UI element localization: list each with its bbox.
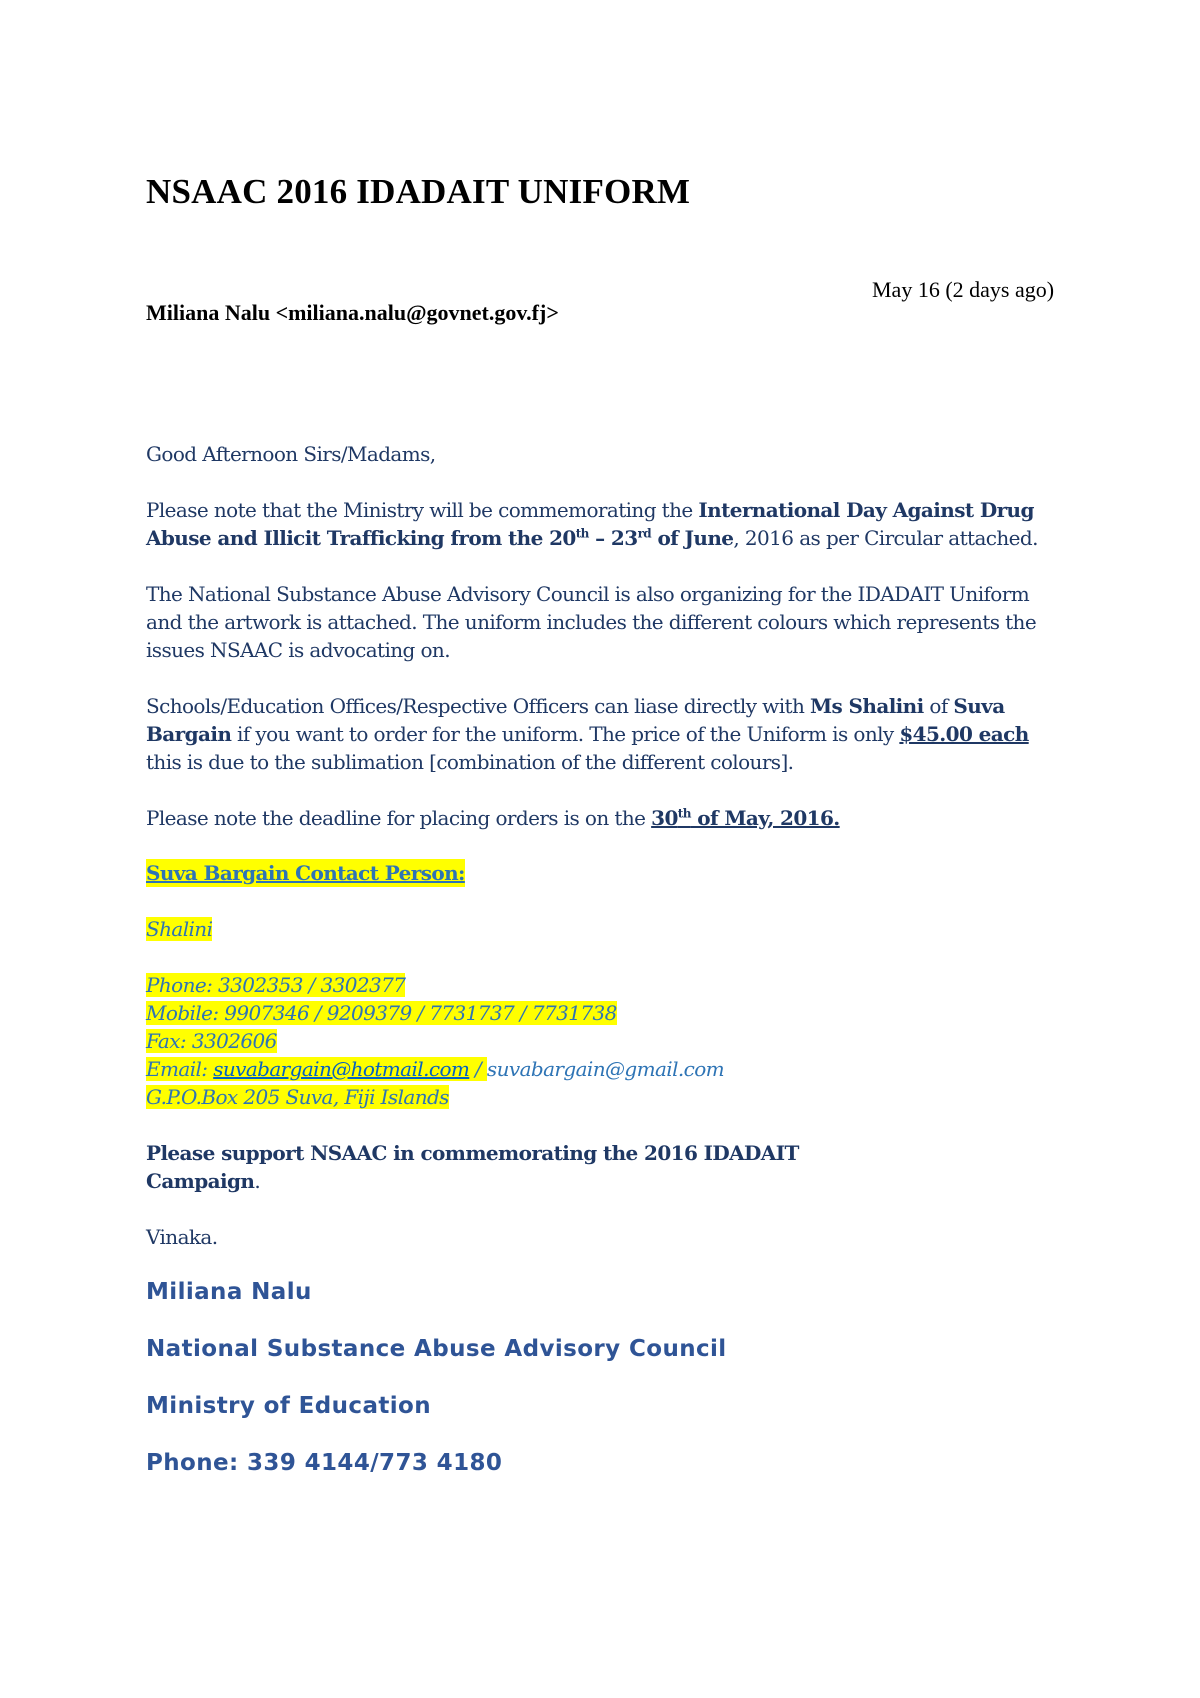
paragraph-event bbox=[146, 496, 1066, 552]
contact-email-line: Email: suvabargain@hotmail.com / bbox=[146, 1057, 487, 1081]
paragraph-ordering: Schools/Education Offices/Respective Officers can liase directly with Ms Shalini of Suva Bargain if you want to order for the uniform. The price of the Uniform is only $45.00 each this is due to the sublimation [combination of the different colours]. bbox=[146, 694, 1029, 774]
signature-ministry: Ministry of Education bbox=[146, 1393, 432, 1419]
event-text-2: , 2016 as per Circular attached. bbox=[733, 526, 1038, 550]
received-date: May 16 (2 days ago) bbox=[872, 277, 1055, 302]
contact-name-bold: Ms Shalini bbox=[809, 694, 924, 718]
contact-name: Shalini bbox=[146, 917, 213, 941]
event-text-1: Please note that the Ministry will be commemorating the bbox=[146, 498, 699, 522]
contact-phone: Phone: 3302353 / 3302377 bbox=[146, 973, 406, 997]
sender-address: Miliana Nalu <miliana.nalu@govnet.gov.fj> bbox=[146, 300, 559, 325]
signature-organization: National Substance Abuse Advisory Council bbox=[146, 1336, 727, 1362]
supplier-name-bold: Suva Bargain bbox=[146, 694, 1005, 746]
document-title: NSAAC 2016 IDADAIT UNIFORM bbox=[146, 172, 691, 211]
contact-address: G.P.O.Box 205 Suva, Fiji Islands bbox=[146, 1085, 449, 1109]
event-name: International Day Against Drug Abuse and Illicit Trafficking from the 20th – 23rd of June bbox=[146, 498, 1034, 550]
uniform-price: $45.00 each bbox=[899, 722, 1029, 746]
contact-fax: Fax: 3302606 bbox=[146, 1029, 277, 1053]
signature-phone: Phone: 339 4144/773 4180 bbox=[146, 1450, 503, 1476]
paragraph-uniform: The National Substance Abuse Advisory Council is also organizing for the IDADAIT Uniform and the artwork is attached. The uniform includes the different colours which represents the issues NSAAC is advocating on. bbox=[146, 582, 1037, 662]
email-link-hotmail[interactable]: suvabargain@hotmail.com bbox=[213, 1057, 470, 1081]
email-link-gmail[interactable]: suvabargain@gmail.com bbox=[486, 1057, 725, 1081]
paragraph-deadline: Please note the deadline for placing orders is on the 30th of May, 2016. bbox=[146, 806, 840, 830]
contact-heading: Suva Bargain Contact Person: bbox=[146, 861, 465, 885]
contact-mobile: Mobile: 9907346 / 9209379 / 7731737 / 7731738 bbox=[146, 1001, 617, 1025]
greeting: Good Afternoon Sirs/Madams, bbox=[146, 442, 436, 466]
closing: Vinaka. bbox=[146, 1225, 218, 1249]
support-message: Please support NSAAC in commemorating the 2016 IDADAIT Campaign. bbox=[146, 1141, 799, 1193]
order-deadline: 30th of May, 2016. bbox=[651, 806, 840, 830]
signature-name: Miliana Nalu bbox=[146, 1279, 312, 1305]
